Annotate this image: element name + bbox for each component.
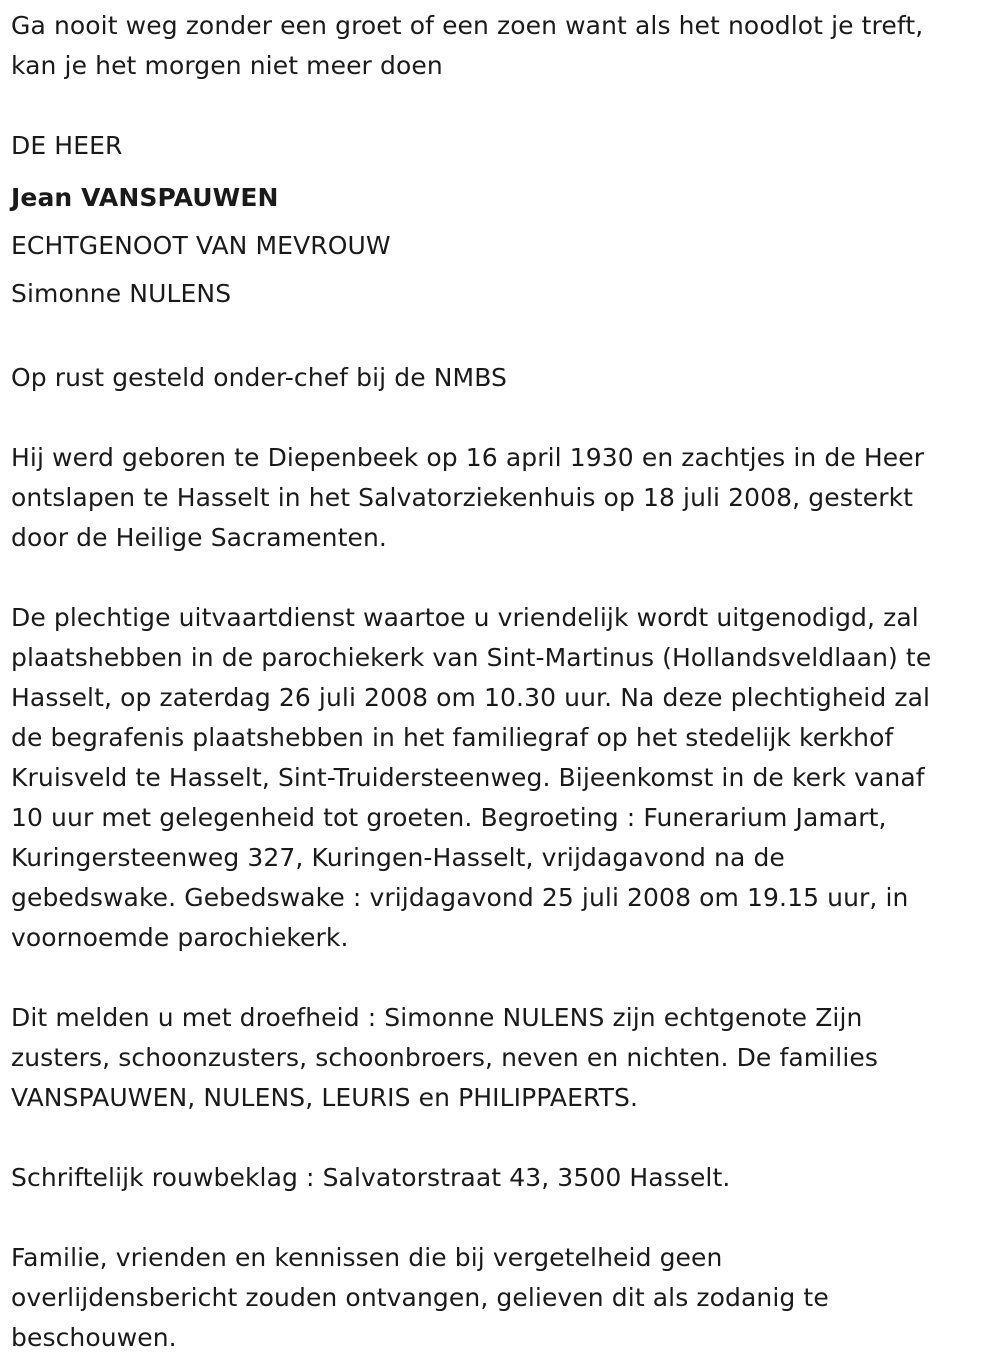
- condolence-address: Schriftelijk rouwbeklag : Salvatorstraat 43, 3500 Hasselt.: [11, 1163, 731, 1192]
- obituary-document: [11, 6, 996, 1358]
- spacer: [11, 86, 996, 126]
- spacer: [11, 318, 996, 358]
- spacer: [11, 558, 996, 598]
- motto-text: Ga nooit weg zonder een groet of een zoen want als het noodlot je treft, kan je het morgen niet meer doen: [11, 11, 924, 80]
- spouse-name: Simonne NULENS: [11, 279, 232, 308]
- spacer: [11, 1118, 996, 1158]
- spacer: [11, 958, 996, 998]
- title-text: DE HEER: [11, 131, 123, 160]
- announcement-paragraph: Dit melden u met droefheid : Simonne NULENS zijn echtgenote Zijn zusters, schoonzusters, schoonbroers, neven en nichten. De families VANSPAUWEN, NULENS, LEURIS en PHILIPPAERTS.: [11, 1003, 878, 1112]
- occupation-text: Op rust gesteld onder-chef bij de NMBS: [11, 363, 507, 392]
- spacer: [11, 1198, 996, 1238]
- deceased-name: Jean VANSPAUWEN: [11, 183, 279, 212]
- spacer: [11, 398, 996, 438]
- service-paragraph: De plechtige uitvaartdienst waartoe u vriendelijk wordt uitgenodigd, zal plaatshebben in de parochiekerk van Sint-Martinus (Hollandsveldlaan) te Hasselt, op zaterdag 26 juli 2008 om 10.30 uur. Na deze plechtigheid zal de begrafenis plaatshebben in het familiegraf op het stedelijk kerkhof Kruisveld te Hasselt, Sint-Truidersteenweg. Bijeenkomst in de kerk vanaf 10 uur met gelegenheid tot groeten. Begroeting : Funerarium Jamart, Kuringersteenweg 327, Kuringen-Hasselt, vrijdagavond na de gebedswake. Gebedswake : vrijdagavond 25 juli 2008 om 19.15 uur, in voornoemde parochiekerk.: [11, 603, 932, 952]
- birth-death-paragraph: Hij werd geboren te Diepenbeek op 16 april 1930 en zachtjes in de Heer ontslapen te Hasselt in het Salvatorziekenhuis op 18 juli 2008, gesterkt door de Heilige Sacramenten.: [11, 443, 925, 552]
- closing-note: Familie, vrienden en kennissen die bij vergetelheid geen overlijdensbericht zouden ontvangen, gelieven dit als zodanig te beschouwen.: [11, 1243, 829, 1352]
- name-block: [11, 126, 996, 318]
- spouse-label: ECHTGENOOT VAN MEVROUW: [11, 231, 391, 260]
